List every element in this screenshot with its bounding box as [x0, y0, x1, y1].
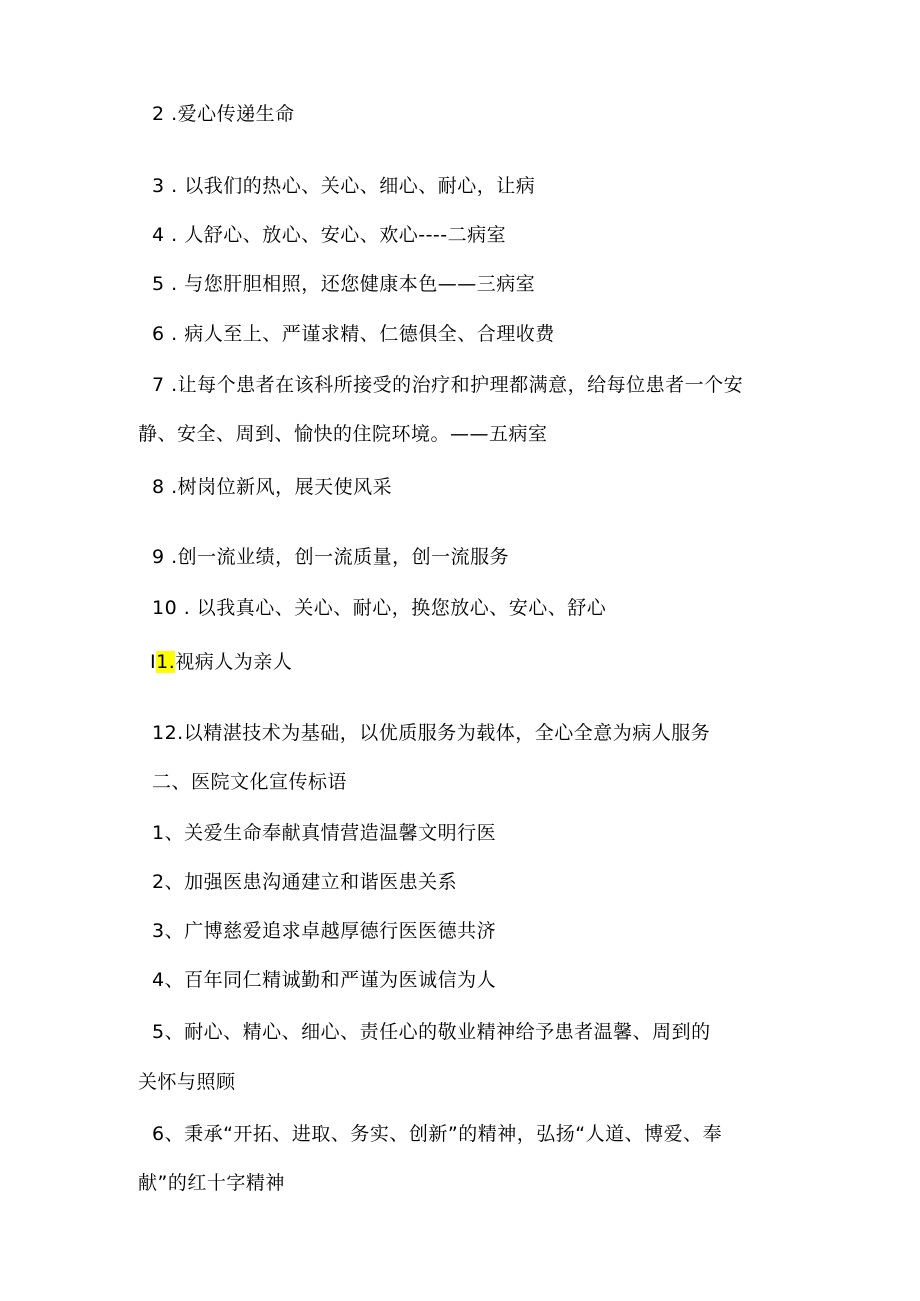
slogan-line-9: 9 .创一流业绩，创一流质量，创一流服务 [152, 546, 510, 568]
culture-slogan-6: 6、秉承“开拓、进取、务实、创新”的精神，弘扬“人道、博爱、奉 [152, 1123, 723, 1145]
slogan-line-10: 10 . 以我真心、关心、耐心，换您放心、安心、舒心 [152, 597, 607, 619]
highlighted-number: 1. [156, 651, 176, 673]
slogan-line-3: 3 . 以我们的热心、关心、细心、耐心，让病 [152, 175, 536, 197]
culture-slogan-5: 5、耐心、精心、细心、责任心的敬业精神给予患者温馨、周到的 [152, 1021, 711, 1043]
culture-slogan-6-continued: 献”的红十字精神 [138, 1172, 285, 1194]
slogan-line-7-continued: 静、安全、周到、愉快的住院环境。——五病室 [138, 423, 548, 445]
culture-slogan-1: 1、关爱生命奉献真情营造温馨文明行医 [152, 822, 497, 844]
slogan-line-6: 6 . 病人至上、严谨求精、仁德俱全、合理收费 [152, 323, 555, 345]
culture-slogan-5-continued: 关怀与照顾 [138, 1071, 236, 1093]
slogan-line-4: 4 . 人舒心、放心、安心、欢心----二病室 [152, 224, 507, 246]
slogan-line-5: 5 . 与您肝胆相照，还您健康本色——三病室 [152, 273, 536, 295]
line-11-prefix: I [150, 651, 157, 673]
culture-slogan-3: 3、广博慈爱追求卓越厚德行医医德共济 [152, 920, 497, 942]
slogan-line-8: 8 .树岗位新风，展天使风采 [152, 476, 393, 498]
slogan-line-12: 12.以精湛技术为基础，以优质服务为载体，全心全意为病人服务 [152, 722, 711, 744]
culture-slogan-4: 4、百年同仁精诚勤和严谨为医诚信为人 [152, 969, 497, 991]
line-11-text: 视病人为亲人 [175, 651, 293, 673]
slogan-line-7: 7 .让每个患者在该科所接受的治疗和护理都满意，给每位患者一个安 [152, 374, 744, 396]
slogan-line-2: 2 .爱心传递生命 [152, 103, 295, 125]
section-heading: 二、医院文化宣传标语 [152, 771, 348, 793]
slogan-line-11 [150, 650, 292, 674]
culture-slogan-2: 2、加强医患沟通建立和谐医患关系 [152, 871, 458, 893]
